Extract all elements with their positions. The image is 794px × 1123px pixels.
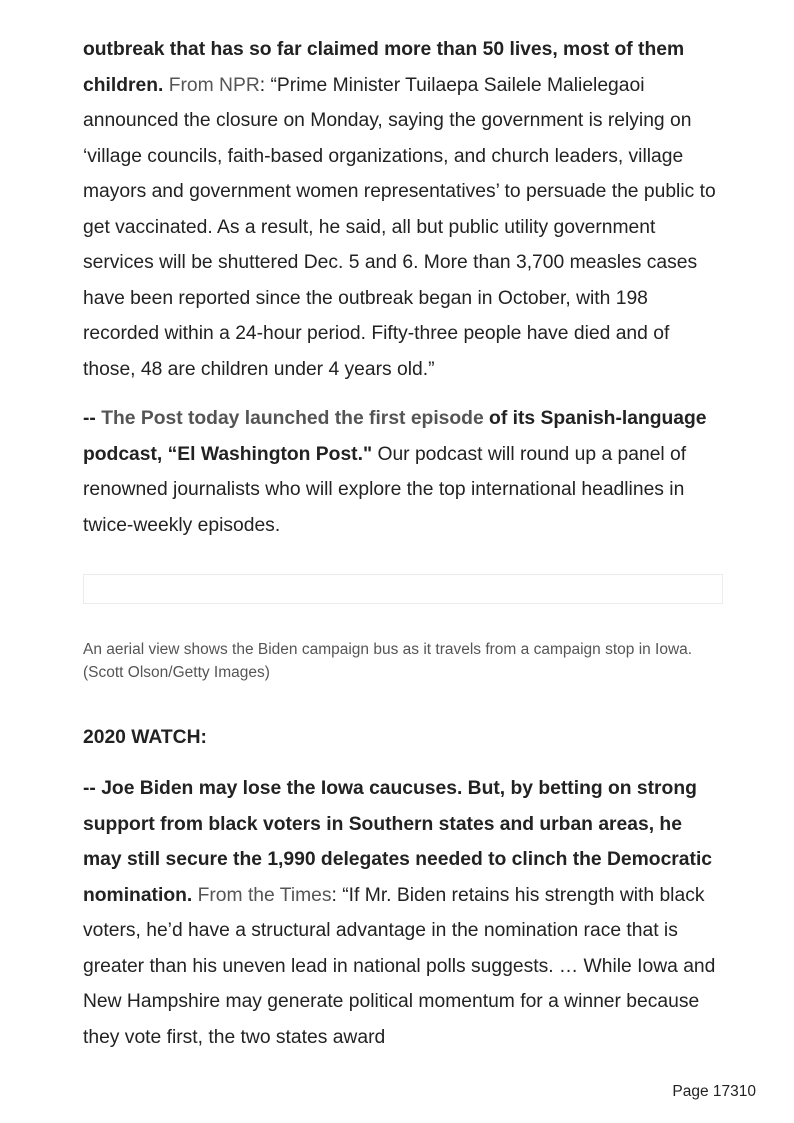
- photo-caption: An aerial view shows the Biden campaign bus as it travels from a campaign stop in Iowa. (Scott Olson/Getty Images): [83, 641, 693, 681]
- source-link-npr[interactable]: From NPR: [168, 74, 260, 96]
- podcast-bold-text: of its Spanish-language podcast, “El Washington Post.": [83, 408, 707, 465]
- source-link-times[interactable]: From the Times: [197, 884, 332, 906]
- page-number: Page 17310: [672, 1083, 756, 1100]
- paragraph-biden-iowa: [83, 771, 723, 1055]
- quote-text: : “If Mr. Biden retains his strength with black voters, he’d have a structural advantage in the nomination race that is greater than his uneven lead in national polls suggests. … While Iowa and New Hampshire may generate political momentum for a winner because they vote first, the two states award: [83, 884, 716, 1048]
- podcast-link[interactable]: The Post today launched the first episode: [101, 408, 484, 429]
- dash-prefix: --: [83, 408, 102, 429]
- article-body: [83, 32, 723, 1055]
- section-heading: 2020 WATCH:: [83, 727, 207, 748]
- lead-bold-text: -- Joe Biden may lose the Iowa caucuses. But, by betting on strong support from black voters in Southern states and urban areas, he may still secure the 1,990 delegates needed to clinch the Democratic nomination.: [83, 778, 713, 906]
- quote-text: : “Prime Minister Tuilaepa Sailele Malielegaoi announced the closure on Monday, saying the government is relying on ‘village councils, faith-based organizations, and church leaders, village mayors and government women representatives’ to persuade the public to get vaccinated. As a result, he said, all but public utility government services will be shuttered Dec. 5 and 6. More than 3,700 measles cases have been reported since the outbreak began in October, with 198 recorded within a 24-hour period. Fifty-three people have died and of those, 48 are children under 4 years old.”: [83, 74, 716, 380]
- podcast-body-text: Our podcast will round up a panel of renowned journalists who will explore the top international headlines in twice-weekly episodes.: [83, 443, 687, 536]
- lead-bold-text: outbreak that has so far claimed more than 50 lives, most of them children.: [83, 39, 685, 96]
- paragraph-podcast: [83, 401, 723, 543]
- photo-placeholder: [83, 574, 723, 604]
- paragraph-measles-outbreak: [83, 32, 723, 387]
